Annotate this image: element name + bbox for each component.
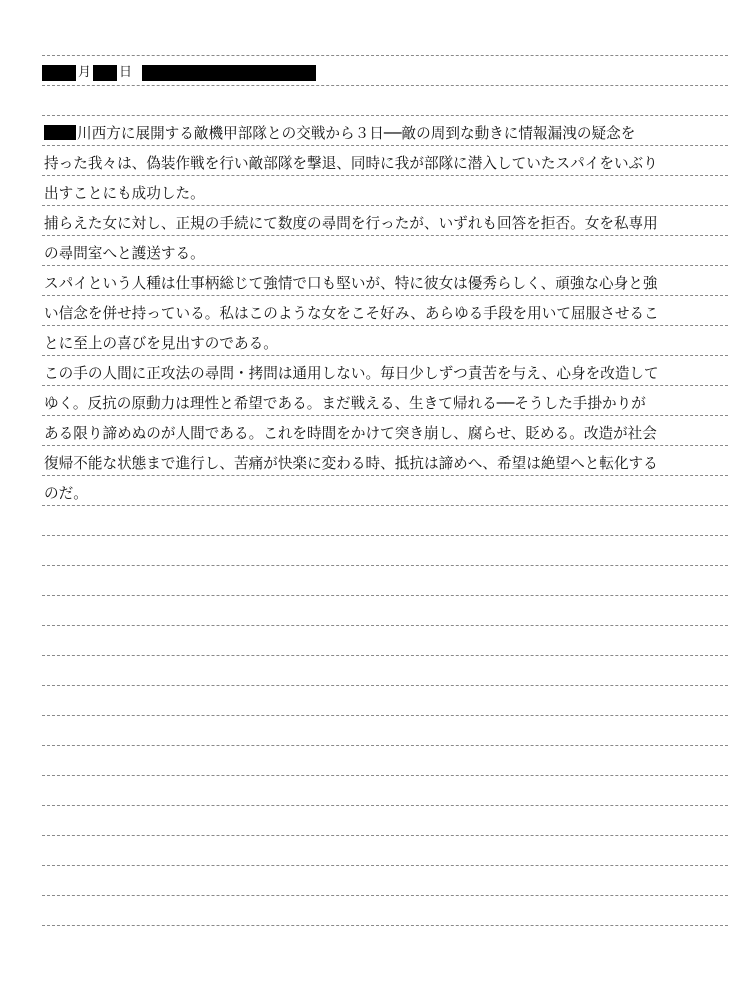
redacted-month <box>42 65 76 81</box>
entry-line: 捕らえた女に対し、正規の手続にて数度の尋問を行ったが、いずれも回答を拒否。女を私専用 <box>44 215 658 232</box>
entry-line: の尋問室へと護送する。 <box>44 245 205 262</box>
ruled-line <box>42 415 728 416</box>
month-unit: 月 <box>78 65 92 80</box>
ruled-line <box>42 475 728 476</box>
ruled-line <box>42 715 728 716</box>
date-header <box>42 64 316 82</box>
entry-line: 出すことにも成功した。 <box>44 185 205 202</box>
ruled-line <box>42 115 728 116</box>
entry-line: 復帰不能な状態まで進行し、苦痛が快楽に変わる時、抵抗は諦めへ、希望は絶望へと転化する <box>44 455 658 472</box>
ruled-line <box>42 655 728 656</box>
entry-line-text: 川西方に展開する敵機甲部隊との交戦から３日──敵の周到な動きに情報漏洩の疑念を <box>77 125 636 142</box>
entry-line: スパイという人種は仕事柄総じて強情で口も堅いが、特に彼女は優秀らしく、頑強な心身と強 <box>44 275 658 292</box>
ruled-line <box>42 625 728 626</box>
ruled-line <box>42 685 728 686</box>
ruled-line <box>42 325 728 326</box>
ruled-line <box>42 265 728 266</box>
ruled-line <box>42 895 728 896</box>
ruled-line <box>42 295 728 296</box>
ruled-line <box>42 55 728 56</box>
ruled-line <box>42 175 728 176</box>
ruled-line <box>42 85 728 86</box>
ruled-line <box>42 505 728 506</box>
ruled-line <box>42 595 728 596</box>
ruled-line <box>42 145 728 146</box>
entry-line: とに至上の喜びを見出すのである。 <box>44 335 278 352</box>
ruled-line <box>42 925 728 926</box>
ruled-line <box>42 205 728 206</box>
entry-line <box>44 124 730 144</box>
redacted-day <box>93 65 117 81</box>
ruled-line <box>42 565 728 566</box>
ruled-line <box>42 235 728 236</box>
ruled-line <box>42 835 728 836</box>
ruled-line <box>42 745 728 746</box>
day-unit: 日 <box>119 65 133 80</box>
entry-line: この手の人間に正攻法の尋問・拷問は通用しない。毎日少しずつ責苦を与え、心身を改造して <box>44 365 659 382</box>
ruled-line <box>42 865 728 866</box>
ruled-line <box>42 355 728 356</box>
entry-line: い信念を併せ持っている。私はこのような女をこそ好み、あらゆる手段を用いて屈服させるこ <box>44 305 659 322</box>
ruled-line <box>42 535 728 536</box>
ruled-line <box>42 805 728 806</box>
ruled-line <box>42 775 728 776</box>
entry-line: のだ。 <box>44 485 88 502</box>
redacted-place <box>44 125 76 140</box>
entry-line: ゆく。反抗の原動力は理性と希望である。まだ戦える、生きて帰れる──そうした手掛かりが <box>44 395 646 412</box>
ruled-line <box>42 445 728 446</box>
ruled-line <box>42 385 728 386</box>
entry-line: 持った我々は、偽装作戦を行い敵部隊を撃退、同時に我が部隊に潜入していたスパイをいぶり <box>44 155 658 172</box>
redacted-title <box>142 65 316 81</box>
entry-line: ある限り諦めぬのが人間である。これを時間をかけて突き崩し、腐らせ、貶める。改造が社会 <box>44 425 657 442</box>
